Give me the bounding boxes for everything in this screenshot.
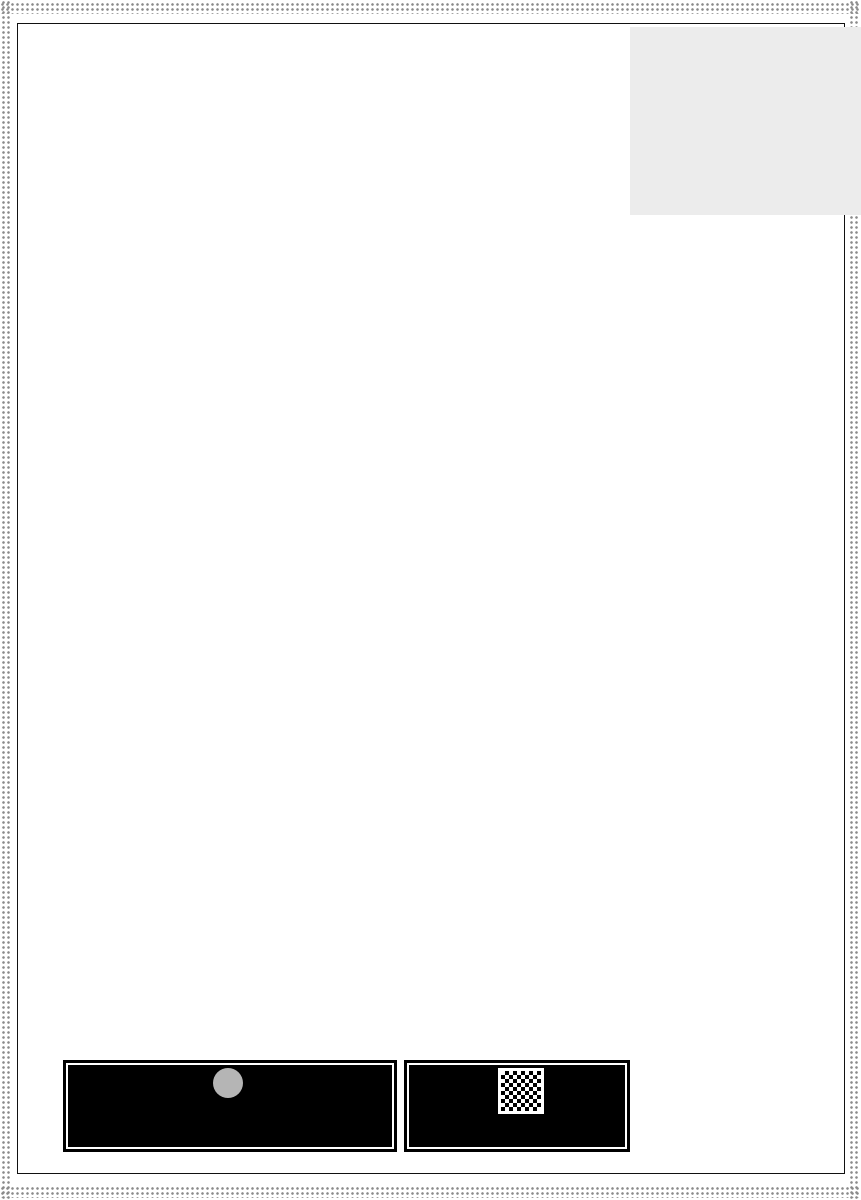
junet-logo-e [213,1068,243,1098]
mobile-site-banner [404,1060,630,1152]
site-banners [63,27,630,1152]
decorative-border-left [1,0,12,1200]
pc-site-banner [63,1060,397,1152]
bottom-row [23,27,839,1169]
junet-logo [73,1068,387,1098]
decorative-border-bottom [0,1186,861,1198]
catalog-row-6 [630,27,861,215]
qr-code [498,1068,544,1114]
content-frame [17,23,845,1174]
decorative-border-top [0,2,861,14]
